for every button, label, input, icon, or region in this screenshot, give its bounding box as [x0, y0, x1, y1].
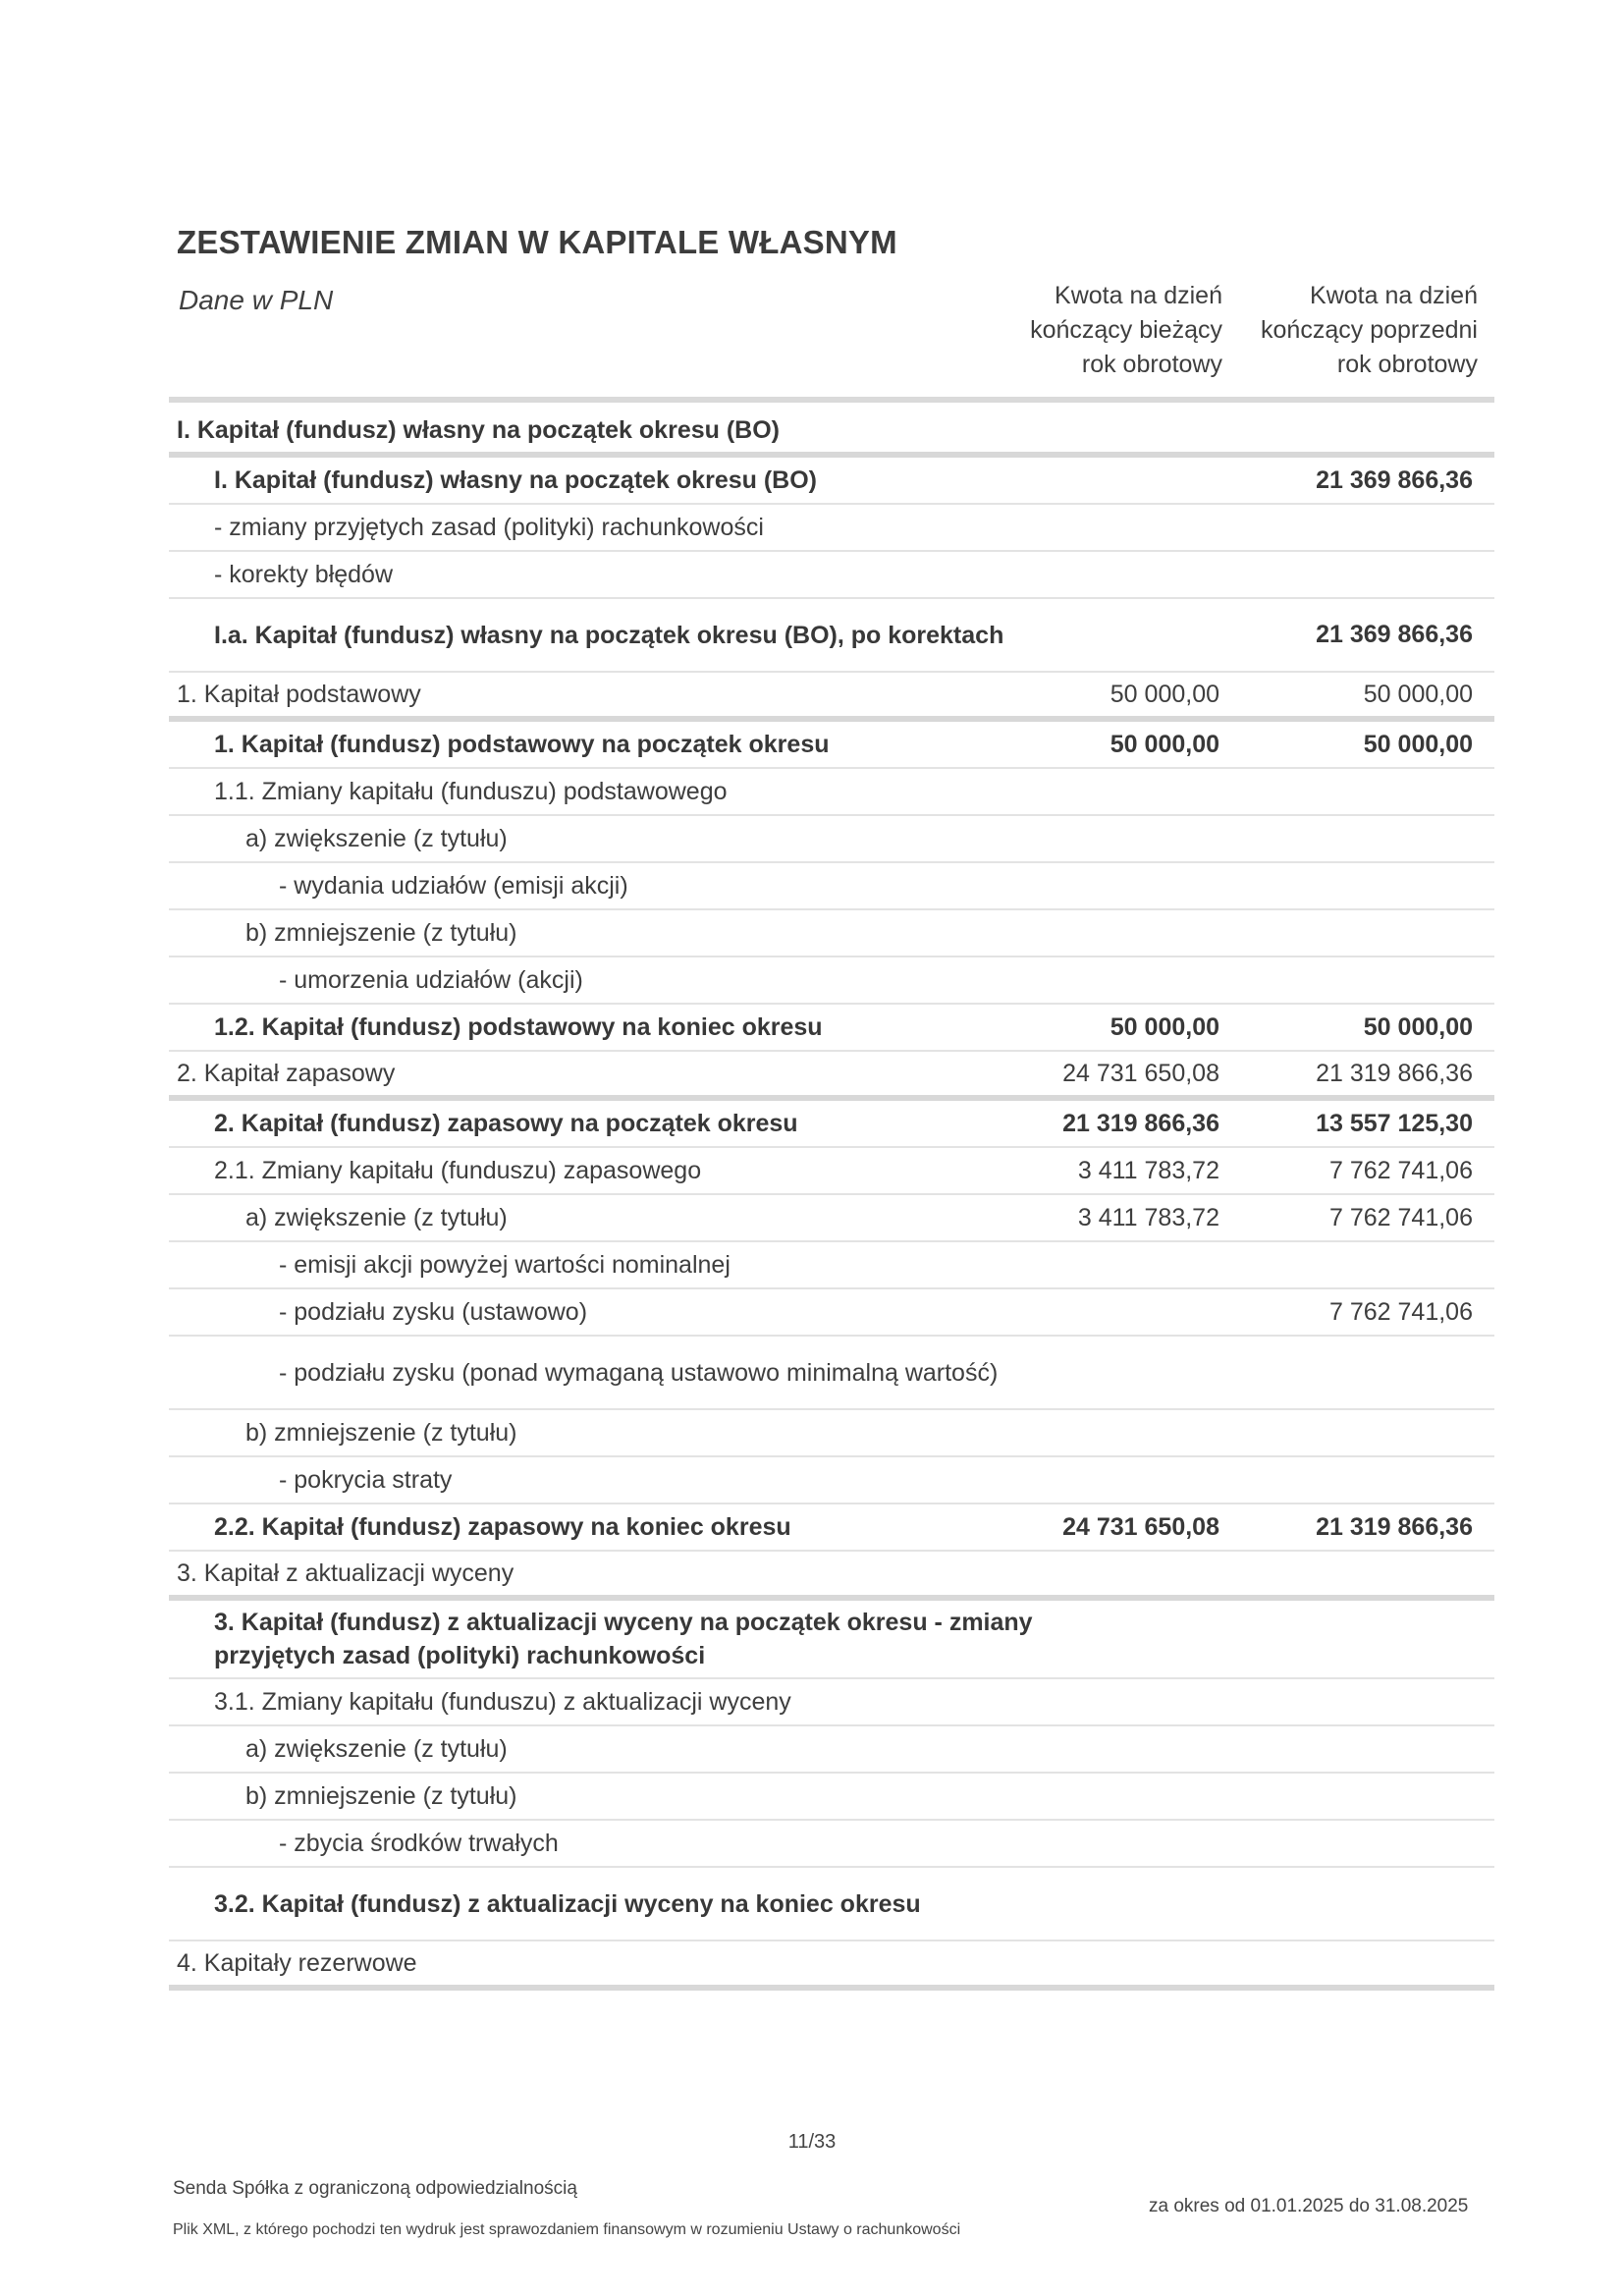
footer-company-name: Senda Spółka z ograniczoną odpowiedzialnością — [173, 2178, 577, 2199]
current-year-value: 50 000,00 — [1110, 680, 1219, 708]
row-label: 3.2. Kapitał (fundusz) z aktualizacji wyceny na koniec okresu — [214, 1889, 921, 1918]
previous-year-value: 7 762 741,06 — [1329, 1156, 1473, 1184]
row-label: - emisji akcji powyżej wartości nominalnej — [279, 1251, 731, 1279]
table-row — [169, 552, 1494, 599]
row-label: - podziału zysku (ponad wymaganą ustawowo minimalną wartość) — [279, 1358, 999, 1387]
current-year-value: 50 000,00 — [1110, 1012, 1219, 1041]
current-year-value: 3 411 783,72 — [1077, 1156, 1219, 1184]
row-label: - zbycia środków trwałych — [279, 1830, 559, 1857]
row-label: b) zmniejszenie (z tytułu) — [245, 919, 517, 947]
row-label: 1. Kapitał (fundusz) podstawowy na początek okresu — [214, 731, 830, 758]
row-label: b) zmniejszenie (z tytułu) — [245, 1782, 517, 1810]
table-row — [169, 1410, 1494, 1457]
page-number: 11/33 — [787, 2131, 837, 2153]
row-label: 4. Kapitały rezerwowe — [177, 1949, 417, 1977]
row-label: 2.1. Zmiany kapitału (funduszu) zapasowego — [214, 1157, 702, 1184]
table-row — [169, 1101, 1494, 1148]
row-label: I.a. Kapitał (fundusz) własny na początek okresu (BO), po korektach — [214, 621, 1004, 649]
row-label: a) zwiększenie (z tytułu) — [245, 1204, 508, 1231]
table-row — [169, 1726, 1494, 1774]
column-header-current-year: Kwota na dzień kończący bieżący rok obrotowy — [1030, 282, 1222, 378]
row-label: 2. Kapitał (fundusz) zapasowy na początek okresu — [214, 1110, 798, 1137]
previous-year-value: 13 557 125,30 — [1316, 1109, 1473, 1137]
table-row — [169, 1457, 1494, 1504]
current-year-value: 50 000,00 — [1110, 730, 1219, 758]
previous-year-value: 7 762 741,06 — [1329, 1297, 1473, 1326]
row-label: a) zwiększenie (z tytułu) — [245, 825, 508, 852]
table-row — [169, 1289, 1494, 1337]
row-label: - korekty błędów — [214, 561, 394, 588]
table-row — [169, 957, 1494, 1005]
previous-year-value: 21 319 866,36 — [1316, 1512, 1473, 1541]
row-label: 2. Kapitał zapasowy — [177, 1060, 396, 1087]
table-row — [169, 769, 1494, 816]
footer-reporting-period: za okres od 01.01.2025 do 31.08.2025 — [1149, 2196, 1469, 2216]
table-row — [169, 1504, 1494, 1552]
table-row — [169, 1601, 1494, 1679]
page-title: ZESTAWIENIE ZMIAN W KAPITALE WŁASNYM — [177, 224, 897, 260]
row-label: - umorzenia udziałów (akcji) — [279, 966, 583, 994]
column-header-previous-year: Kwota na dzień kończący poprzedni rok obrotowy — [1261, 282, 1478, 378]
row-label: a) zwiększenie (z tytułu) — [245, 1735, 508, 1763]
current-year-value: 21 319 866,36 — [1062, 1109, 1219, 1137]
current-year-value: 24 731 650,08 — [1062, 1512, 1219, 1541]
row-label: 1.2. Kapitał (fundusz) podstawowy na koniec okresu — [214, 1013, 823, 1041]
table-row — [169, 1242, 1494, 1289]
row-label: 2.2. Kapitał (fundusz) zapasowy na koniec okresu — [214, 1513, 791, 1541]
previous-year-value: 50 000,00 — [1363, 680, 1473, 708]
section-row — [169, 1552, 1494, 1601]
table-row — [169, 458, 1494, 505]
row-label: 3. Kapitał (fundusz) z aktualizacji wyceny na początek okresu - zmiany przyjętych zasad (polityki) rachunkowości — [214, 1609, 1033, 1669]
row-label: - wydania udziałów (emisji akcji) — [279, 872, 628, 900]
table-row — [169, 816, 1494, 863]
row-label: b) zmniejszenie (z tytułu) — [245, 1419, 517, 1447]
current-year-value: 3 411 783,72 — [1077, 1203, 1219, 1231]
table-row — [169, 722, 1494, 769]
section-row — [169, 409, 1494, 458]
table-row — [169, 1337, 1494, 1410]
previous-year-value: 7 762 741,06 — [1329, 1203, 1473, 1231]
table-row — [169, 1148, 1494, 1195]
previous-year-value: 21 369 866,36 — [1316, 621, 1473, 648]
section-row — [169, 673, 1494, 722]
currency-note: Dane w PLN — [179, 285, 334, 315]
previous-year-value: 50 000,00 — [1363, 730, 1473, 758]
table-row — [169, 1679, 1494, 1726]
section-row — [169, 1052, 1494, 1101]
row-label: 3. Kapitał z aktualizacji wyceny — [177, 1559, 514, 1587]
table-row — [169, 910, 1494, 957]
previous-year-value: 21 319 866,36 — [1316, 1059, 1473, 1087]
table-row — [169, 599, 1494, 673]
row-label: I. Kapitał (fundusz) własny na początek okresu (BO) — [214, 466, 817, 494]
header-divider — [169, 397, 1494, 403]
section-row — [169, 1941, 1494, 1991]
previous-year-value: 21 369 866,36 — [1316, 465, 1473, 494]
table-row — [169, 1005, 1494, 1052]
row-label: 1. Kapitał podstawowy — [177, 681, 421, 708]
row-label: 3.1. Zmiany kapitału (funduszu) z aktualizacji wyceny — [214, 1688, 791, 1716]
row-label: - podziału zysku (ustawowo) — [279, 1298, 588, 1326]
equity-changes-table — [169, 409, 1494, 1991]
row-label: - zmiany przyjętych zasad (polityki) rachunkowości — [214, 514, 764, 541]
row-label: I. Kapitał (fundusz) własny na początek okresu (BO) — [177, 416, 780, 444]
previous-year-value: 50 000,00 — [1363, 1012, 1473, 1041]
table-row — [169, 505, 1494, 552]
current-year-value: 24 731 650,08 — [1062, 1059, 1219, 1087]
table-row — [169, 1774, 1494, 1821]
table-row — [169, 1868, 1494, 1941]
row-label: 1.1. Zmiany kapitału (funduszu) podstawowego — [214, 778, 728, 805]
table-row — [169, 1821, 1494, 1868]
row-label: - pokrycia straty — [279, 1466, 453, 1494]
footer-legal-note: Plik XML, z którego pochodzi ten wydruk jest sprawozdaniem finansowym w rozumieniu Ustawy o rachunkowości — [173, 2221, 961, 2238]
table-row — [169, 1195, 1494, 1242]
table-row — [169, 863, 1494, 910]
